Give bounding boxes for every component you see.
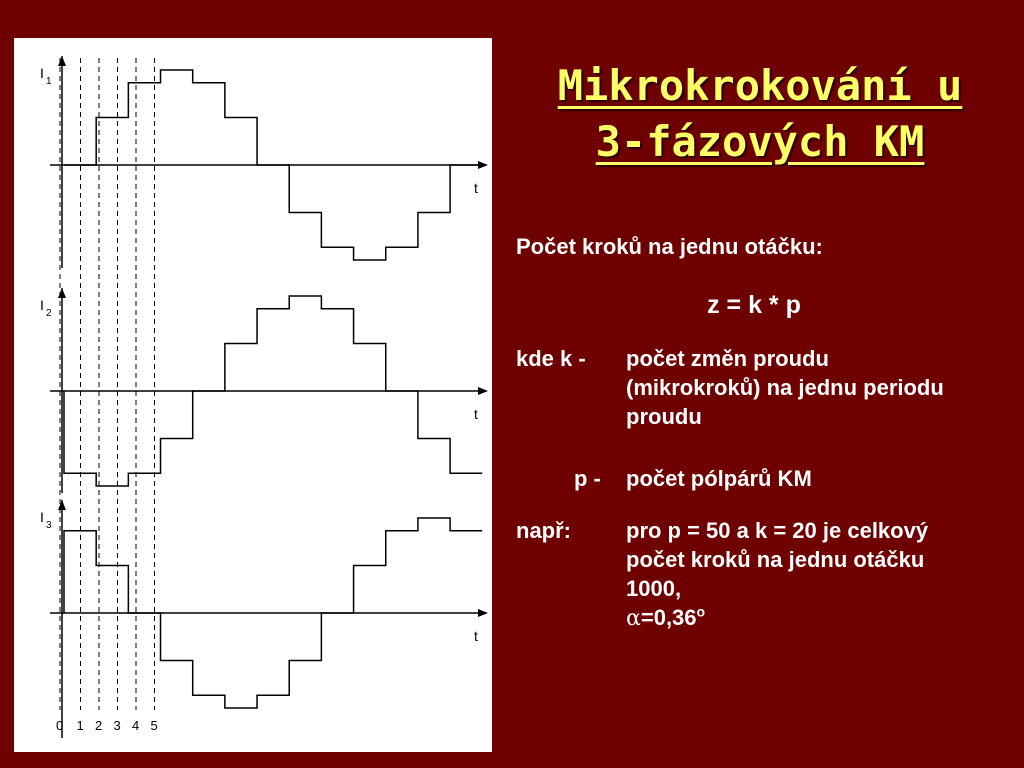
alpha-value: =0,36	[640, 605, 697, 630]
steps-formula: z = k * p	[707, 291, 801, 319]
time-arrow-2	[478, 387, 488, 395]
time-label-2: t	[474, 406, 478, 422]
alpha-symbol: α	[626, 606, 641, 631]
example-sentence: pro p = 50 a k = 20 je celkový počet kroků na jednu otáčku 1000,	[626, 518, 929, 601]
title-line-2: 3-fázových KM	[595, 117, 925, 166]
axis-label-i1: I	[40, 65, 44, 81]
title-line-1: Mikrokrokování u	[557, 61, 963, 110]
axis-label-i3: I	[40, 509, 44, 525]
axis-label-sub-i1: 1	[46, 76, 52, 87]
axis-arrow-i3	[58, 500, 66, 510]
definition-k-text: počet změn proudu (mikrokroků) na jednu periodu proudu	[626, 346, 944, 429]
phase-current-plot	[14, 38, 492, 752]
degree-symbol: o	[696, 603, 706, 620]
waveform-figure	[14, 38, 492, 752]
axis-arrow-i2	[58, 288, 66, 298]
step-tick-3: 3	[113, 718, 121, 733]
slide-title	[500, 58, 1020, 170]
definition-p-key: p -	[574, 466, 601, 491]
step-tick-5: 5	[150, 718, 158, 733]
example-text	[626, 516, 966, 633]
step-tick-1: 1	[76, 718, 84, 733]
steps-per-revolution-label: Počet kroků na jednu otáčku:	[516, 234, 823, 259]
definition-k-key: kde k -	[516, 346, 586, 371]
definition-p-text: počet pólpárů KM	[626, 466, 812, 491]
time-arrow-3	[478, 609, 488, 617]
step-tick-4: 4	[132, 718, 140, 733]
axis-label-sub-i2: 2	[46, 308, 52, 319]
example-key: např:	[516, 518, 571, 543]
axis-label-sub-i3: 3	[46, 520, 52, 531]
axis-arrow-i1	[58, 56, 66, 66]
step-tick-2: 2	[95, 718, 103, 733]
time-label-3: t	[474, 628, 478, 644]
axis-label-i2: I	[40, 297, 44, 313]
step-tick-0: 0	[56, 718, 64, 733]
time-label-1: t	[474, 180, 478, 196]
